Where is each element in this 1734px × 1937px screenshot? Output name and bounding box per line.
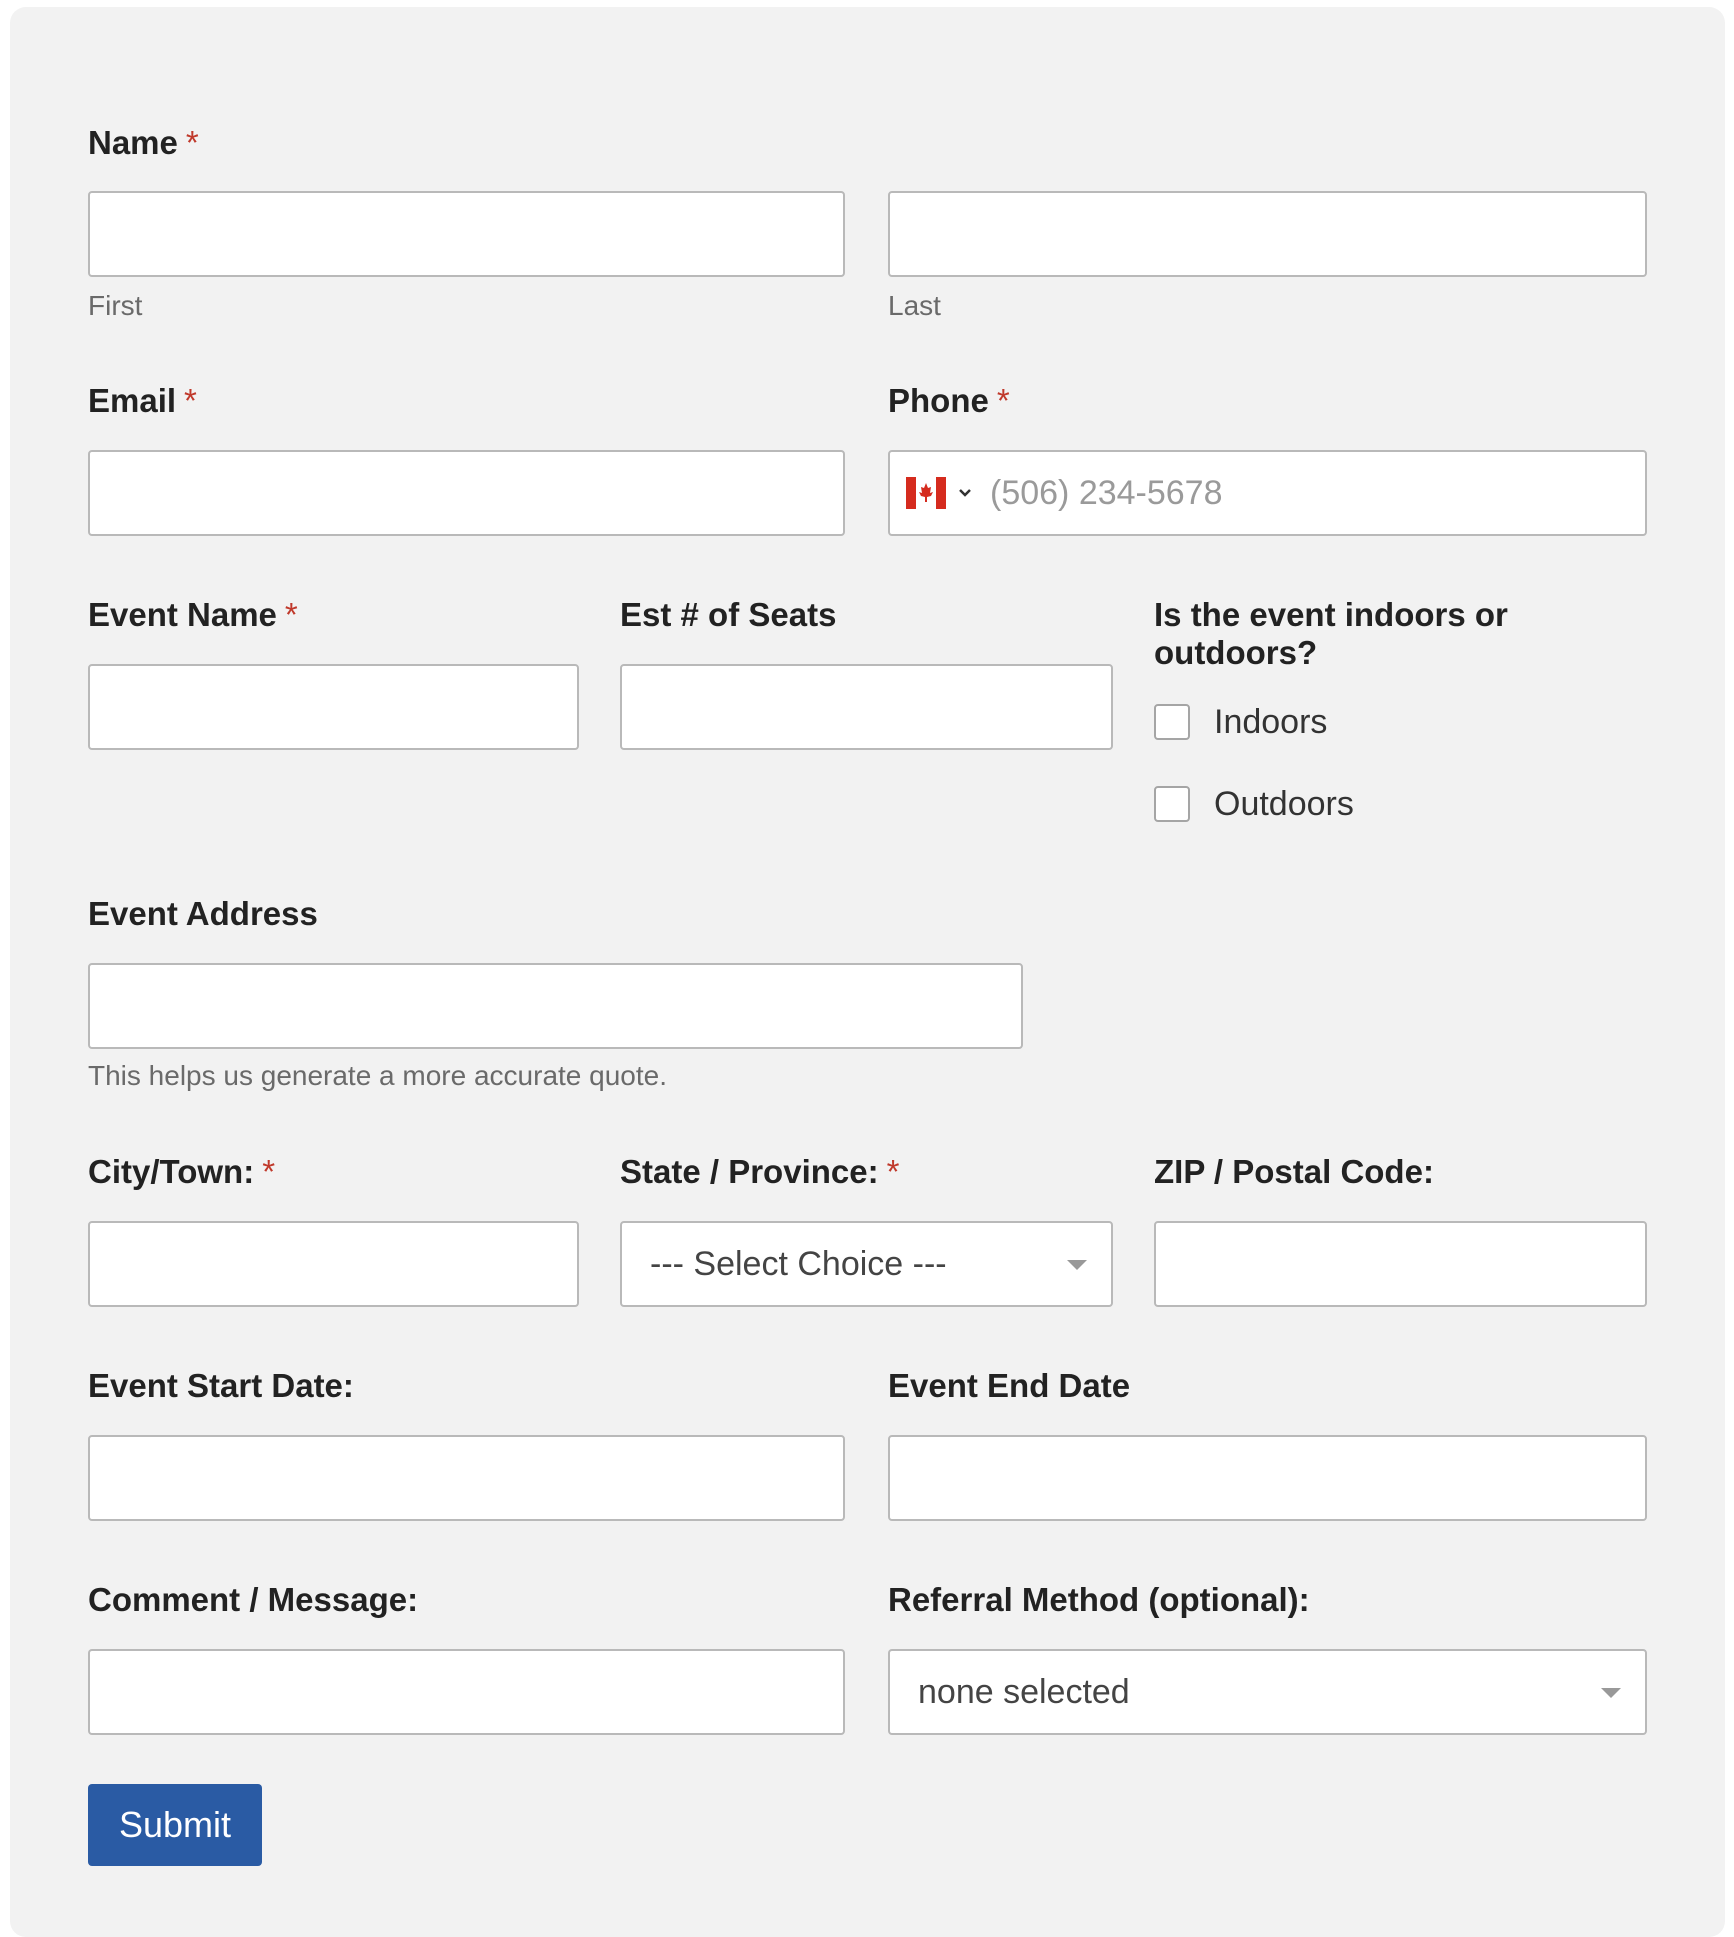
state-label: State / Province: * bbox=[620, 1153, 900, 1190]
indoors-checkbox[interactable] bbox=[1154, 704, 1190, 740]
comment-label: Comment / Message: bbox=[88, 1581, 419, 1618]
phone-input[interactable] bbox=[990, 452, 1630, 534]
zip-label: ZIP / Postal Code: bbox=[1154, 1153, 1434, 1190]
email-field[interactable] bbox=[88, 450, 845, 536]
state-selected-value: --- Select Choice --- bbox=[650, 1245, 947, 1283]
outdoors-checkbox[interactable] bbox=[1154, 786, 1190, 822]
required-marker: * bbox=[185, 124, 199, 161]
referral-selected-value: none selected bbox=[918, 1673, 1130, 1711]
submit-button[interactable]: Submit bbox=[88, 1784, 262, 1866]
referral-label: Referral Method (optional): bbox=[888, 1581, 1310, 1618]
referral-select[interactable] bbox=[888, 1649, 1647, 1735]
end-date-input[interactable] bbox=[888, 1435, 1647, 1521]
chevron-down-icon bbox=[1067, 1260, 1087, 1270]
comment-input[interactable] bbox=[88, 1649, 845, 1735]
event-name-input[interactable] bbox=[88, 664, 579, 750]
country-selector[interactable] bbox=[904, 472, 984, 514]
last-name-input[interactable] bbox=[888, 191, 1647, 277]
seats-input[interactable] bbox=[620, 664, 1113, 750]
first-name-input[interactable] bbox=[88, 191, 845, 277]
canada-flag-icon bbox=[904, 472, 984, 514]
outdoors-option-label[interactable]: Outdoors bbox=[1214, 785, 1354, 823]
indoors-option-label[interactable]: Indoors bbox=[1214, 703, 1328, 741]
end-date-label: Event End Date bbox=[888, 1367, 1131, 1404]
phone-label: Phone * bbox=[888, 382, 1010, 419]
name-label: Name * bbox=[88, 124, 199, 161]
city-label: City/Town: * bbox=[88, 1153, 276, 1190]
required-marker: * bbox=[284, 596, 298, 633]
zip-input[interactable] bbox=[1154, 1221, 1647, 1307]
required-marker: * bbox=[184, 382, 197, 419]
address-help-text: This helps us generate a more accurate quote. bbox=[88, 1060, 668, 1091]
email-label: Email * bbox=[88, 382, 197, 419]
last-name-sublabel: Last bbox=[888, 290, 941, 321]
start-date-input[interactable] bbox=[88, 1435, 845, 1521]
required-marker: * bbox=[886, 1153, 900, 1190]
first-name-sublabel: First bbox=[88, 290, 143, 321]
phone-field bbox=[888, 450, 1647, 536]
required-marker: * bbox=[262, 1153, 276, 1190]
start-date-label: Event Start Date: bbox=[88, 1367, 354, 1404]
chevron-down-icon bbox=[1601, 1688, 1621, 1698]
venue-type-label: Is the event indoors or outdoors? bbox=[1154, 596, 1508, 671]
address-label: Event Address bbox=[88, 895, 318, 932]
state-select[interactable] bbox=[620, 1221, 1113, 1307]
required-marker: * bbox=[996, 382, 1010, 419]
address-input[interactable] bbox=[88, 963, 1023, 1049]
city-input[interactable] bbox=[88, 1221, 579, 1307]
seats-label: Est # of Seats bbox=[620, 596, 837, 633]
event-name-label: Event Name * bbox=[88, 596, 298, 633]
